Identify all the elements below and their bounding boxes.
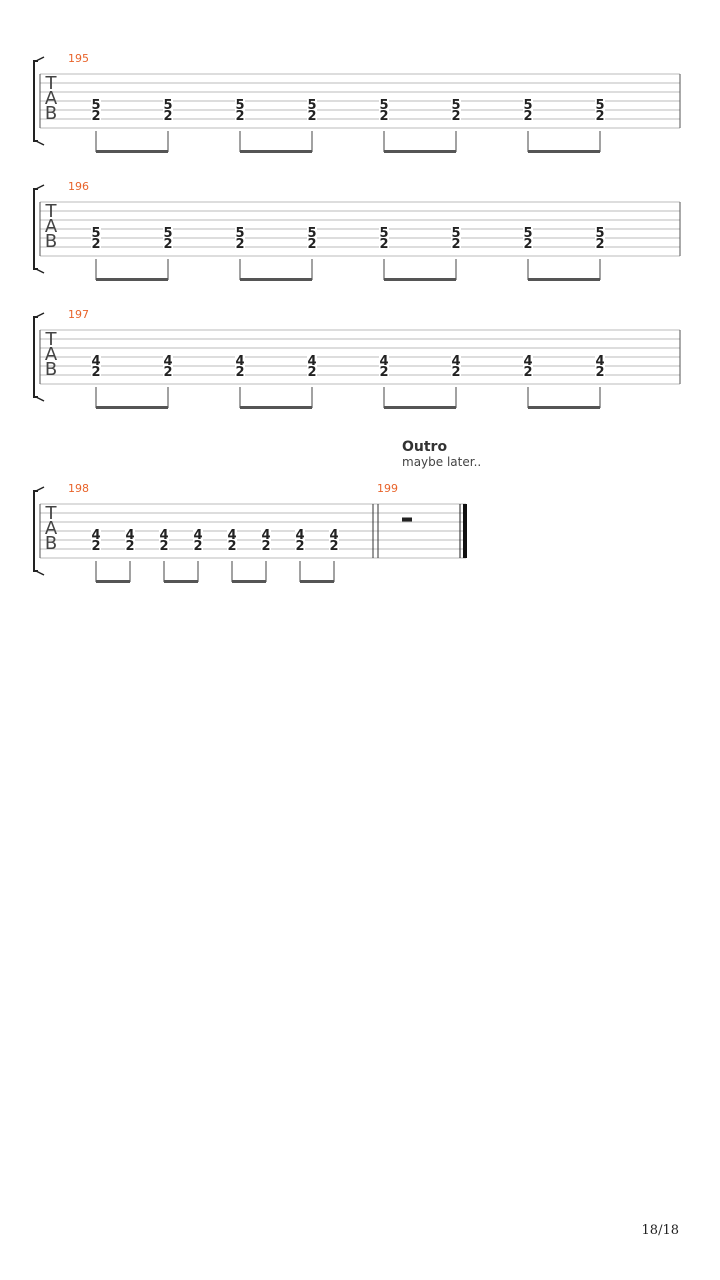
bracket-bottom-hook (36, 571, 44, 575)
beam (384, 406, 456, 409)
fret-number: 5 (523, 226, 533, 241)
fret-number: 2 (451, 365, 461, 380)
fret-number: 5 (91, 226, 101, 241)
bracket-bottom-hook (36, 269, 44, 273)
fret-number: 2 (379, 109, 389, 124)
fret-number: 4 (227, 528, 237, 543)
fret-number: 4 (307, 354, 317, 369)
final-barline-thick (463, 504, 467, 558)
bracket-top-hook (36, 57, 44, 61)
fret-number: 5 (451, 226, 461, 241)
bracket-bottom-hook (36, 397, 44, 401)
beam (96, 406, 168, 409)
system-bracket (34, 61, 38, 141)
fret-number: 4 (163, 354, 173, 369)
fret-number: 2 (163, 109, 173, 124)
system-bracket (34, 189, 38, 269)
fret-number: 2 (91, 539, 101, 554)
measure-number: 195 (68, 52, 89, 65)
beam (240, 406, 312, 409)
fret-number: 4 (451, 354, 461, 369)
fret-number: 2 (91, 109, 101, 124)
fret-number: 5 (163, 226, 173, 241)
fret-number: 2 (523, 109, 533, 124)
beam (300, 580, 334, 583)
beam (232, 580, 266, 583)
fret-number: 5 (595, 98, 605, 113)
fret-number: 2 (329, 539, 339, 554)
fret-number: 2 (235, 109, 245, 124)
beam (384, 278, 456, 281)
bracket-top-hook (36, 487, 44, 491)
fret-number: 2 (125, 539, 135, 554)
fret-number: 5 (379, 98, 389, 113)
beam (96, 580, 130, 583)
tab-clef-letter: A (44, 344, 58, 365)
fret-number: 2 (91, 365, 101, 380)
tab-clef-letter: T (45, 201, 57, 222)
tab-clef-letter: A (44, 216, 58, 237)
beam (528, 278, 600, 281)
measure-number: 196 (68, 180, 89, 193)
fret-number: 4 (91, 528, 101, 543)
fret-number: 5 (595, 226, 605, 241)
fret-number: 5 (307, 98, 317, 113)
fret-number: 5 (235, 98, 245, 113)
fret-number: 2 (523, 365, 533, 380)
fret-number: 4 (379, 354, 389, 369)
page-number: 18/18 (641, 1223, 679, 1238)
beam (240, 278, 312, 281)
fret-number: 2 (451, 109, 461, 124)
tab-clef-letter: B (44, 533, 58, 554)
system-bracket (34, 317, 38, 397)
beam (528, 406, 600, 409)
tab-clef-letter: B (44, 359, 58, 380)
beam (96, 278, 168, 281)
fret-number: 4 (295, 528, 305, 543)
fret-number: 2 (451, 237, 461, 252)
fret-number: 2 (295, 539, 305, 554)
beam (384, 150, 456, 153)
tab-clef-letter: T (45, 503, 57, 524)
fret-number: 2 (261, 539, 271, 554)
fret-number: 2 (159, 539, 169, 554)
fret-number: 2 (595, 237, 605, 252)
fret-number: 5 (451, 98, 461, 113)
bracket-top-hook (36, 313, 44, 317)
fret-number: 2 (595, 365, 605, 380)
bracket-top-hook (36, 185, 44, 189)
fret-number: 5 (307, 226, 317, 241)
measure-number: 198 (68, 482, 89, 495)
fret-number: 5 (523, 98, 533, 113)
measure-number: 199 (377, 482, 398, 495)
measure-number: 197 (68, 308, 89, 321)
fret-number: 2 (379, 365, 389, 380)
fret-number: 5 (235, 226, 245, 241)
fret-number: 2 (307, 109, 317, 124)
beam (96, 150, 168, 153)
fret-number: 2 (307, 365, 317, 380)
beam (528, 150, 600, 153)
fret-number: 4 (261, 528, 271, 543)
fret-number: 4 (329, 528, 339, 543)
fret-number: 5 (91, 98, 101, 113)
fret-number: 4 (125, 528, 135, 543)
section-title: Outro (402, 439, 448, 455)
fret-number: 4 (91, 354, 101, 369)
tab-clef-letter: T (45, 329, 57, 350)
fret-number: 2 (379, 237, 389, 252)
fret-number: 2 (227, 539, 237, 554)
beam (164, 580, 198, 583)
fret-number: 4 (595, 354, 605, 369)
fret-number: 4 (159, 528, 169, 543)
section-subtitle: maybe later.. (402, 455, 482, 469)
whole-rest (402, 518, 412, 522)
fret-number: 5 (163, 98, 173, 113)
fret-number: 2 (235, 365, 245, 380)
fret-number: 2 (523, 237, 533, 252)
tab-clef-letter: B (44, 231, 58, 252)
fret-number: 5 (379, 226, 389, 241)
fret-number: 2 (235, 237, 245, 252)
tab-clef-letter: A (44, 518, 58, 539)
tab-clef-letter: T (45, 73, 57, 94)
fret-number: 4 (523, 354, 533, 369)
fret-number: 2 (307, 237, 317, 252)
fret-number: 2 (163, 237, 173, 252)
fret-number: 2 (193, 539, 203, 554)
bracket-bottom-hook (36, 141, 44, 145)
fret-number: 2 (163, 365, 173, 380)
fret-number: 4 (235, 354, 245, 369)
tab-clef-letter: B (44, 103, 58, 124)
fret-number: 2 (91, 237, 101, 252)
fret-number: 4 (193, 528, 203, 543)
beam (240, 150, 312, 153)
tab-clef-letter: A (44, 88, 58, 109)
fret-number: 2 (595, 109, 605, 124)
system-bracket (34, 491, 38, 571)
